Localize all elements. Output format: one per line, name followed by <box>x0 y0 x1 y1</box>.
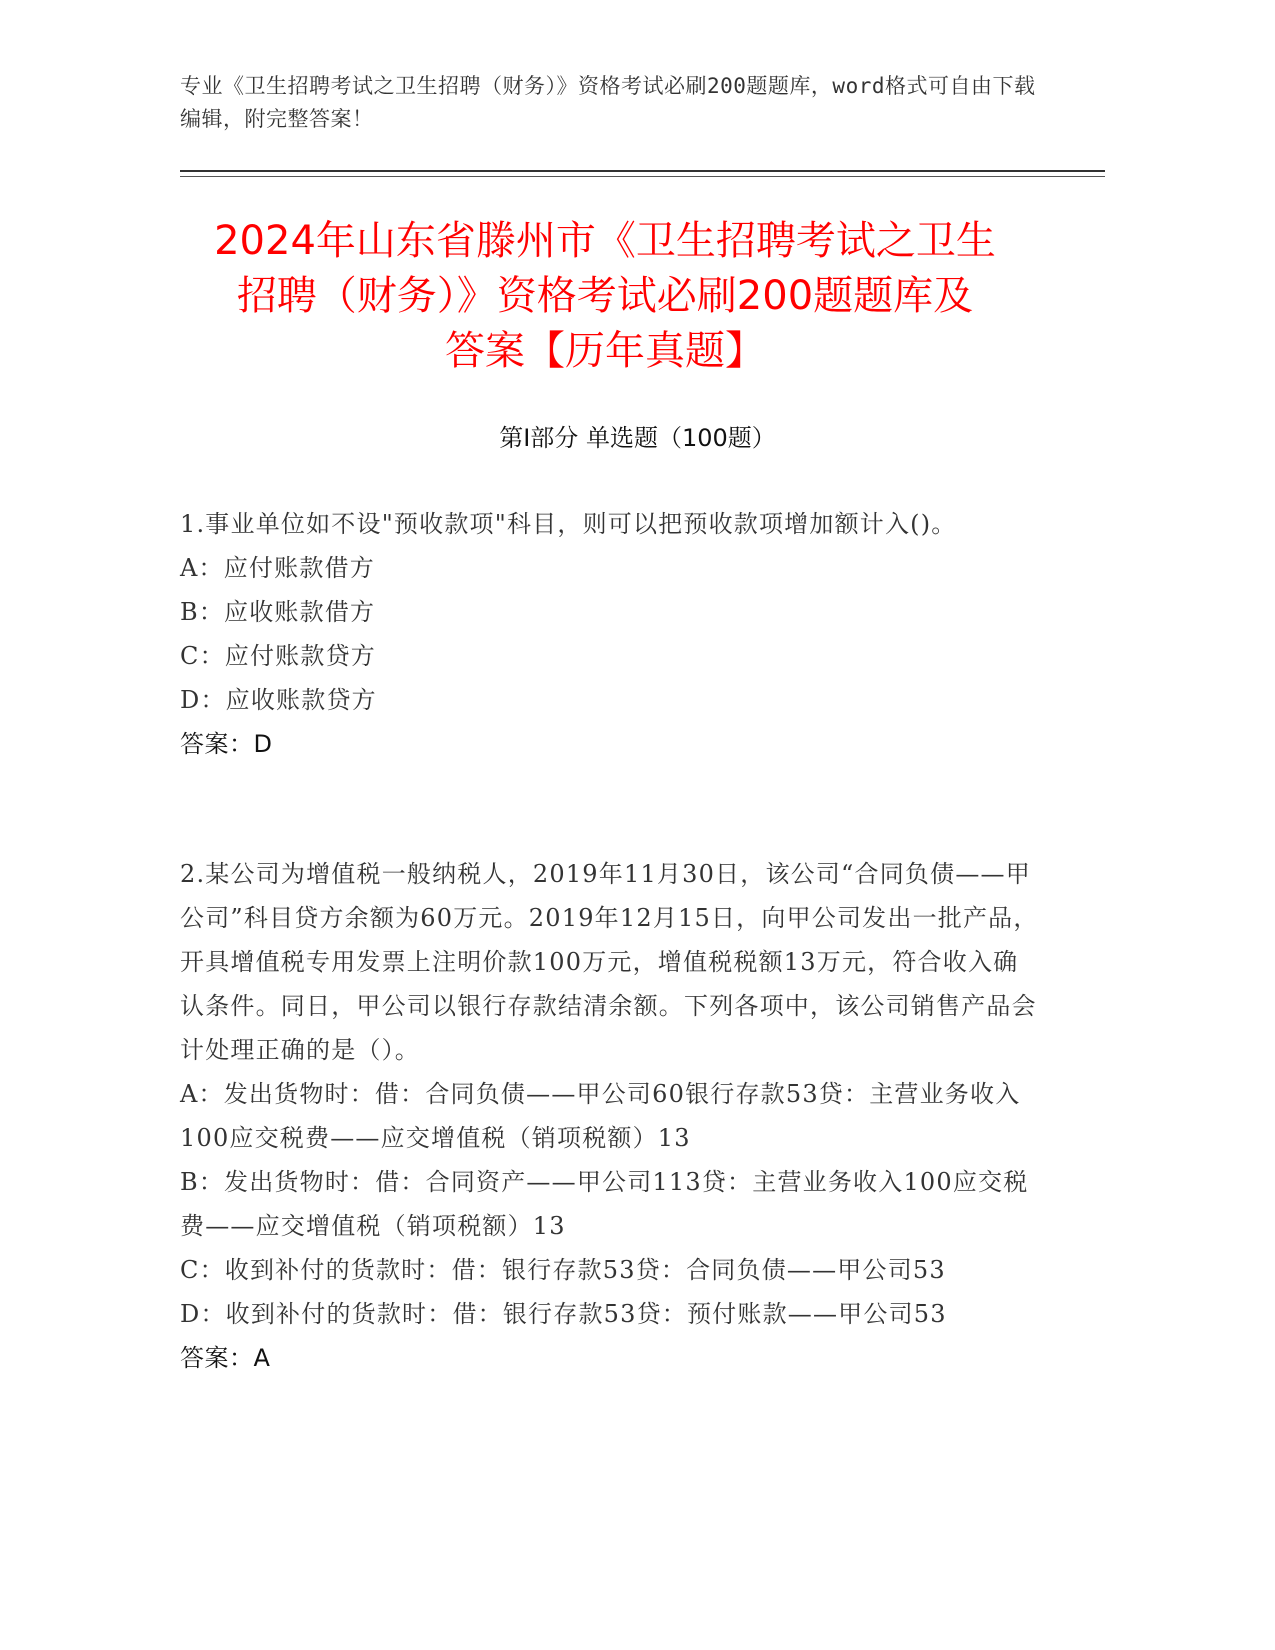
document-title <box>170 214 1040 379</box>
title-line: 答案【历年真题】 <box>445 328 765 374</box>
option-a: A：应付账款借方 <box>180 554 375 582</box>
option-a: A：发出货物时：借：合同负债——甲公司60银行存款53贷：主营业务收入100应交税费——应交增值税（销项税额）13 <box>180 1080 1021 1152</box>
title-line: 招聘（财务）》资格考试必刷200题题库及 <box>236 273 974 319</box>
option-d: D：收到补付的货款时：借：银行存款53贷：预付账款——甲公司53 <box>180 1300 947 1328</box>
header-rule <box>180 170 1105 172</box>
question-1 <box>180 502 1040 766</box>
question-stem: 1.事业单位如不设"预收款项"科目，则可以把预收款项增加额计入()。 <box>180 510 957 538</box>
option-b: B：应收账款借方 <box>180 598 376 626</box>
option-c: C：应付账款贷方 <box>180 642 376 670</box>
question-stem: 2.某公司为增值税一般纳税人，2019年11月30日，该公司“合同负债——甲公司”科目贷方余额为60万元。2019年12月15日，向甲公司发出一批产品，开具增值税专用发票上注明价款100万元，增值税税额13万元，符合收入确认条件。同日，甲公司以银行存款结清余额。下列各项中，该公司销售产品会计处理正确的是（）。 <box>180 860 1039 1064</box>
answer: 答案：D <box>180 730 273 758</box>
header-note: 专业《卫生招聘考试之卫生招聘（财务）》资格考试必刷200题题库，word格式可自由下载编辑，附完整答案！ <box>180 74 1036 131</box>
header-rule-thin <box>180 176 1105 177</box>
answer: 答案：A <box>180 1344 271 1372</box>
option-b: B：发出货物时：借：合同资产——甲公司113贷：主营业务收入100应交税费——应交增值税（销项税额）13 <box>180 1168 1029 1240</box>
option-c: C：收到补付的货款时：借：银行存款53贷：合同负债——甲公司53 <box>180 1256 946 1284</box>
title-line: 2024年山东省滕州市《卫生招聘考试之卫生 <box>214 218 996 264</box>
section-heading: 第I部分 单选题（100题） <box>499 424 776 452</box>
question-2 <box>180 852 1040 1380</box>
option-d: D：应收账款贷方 <box>180 686 377 714</box>
